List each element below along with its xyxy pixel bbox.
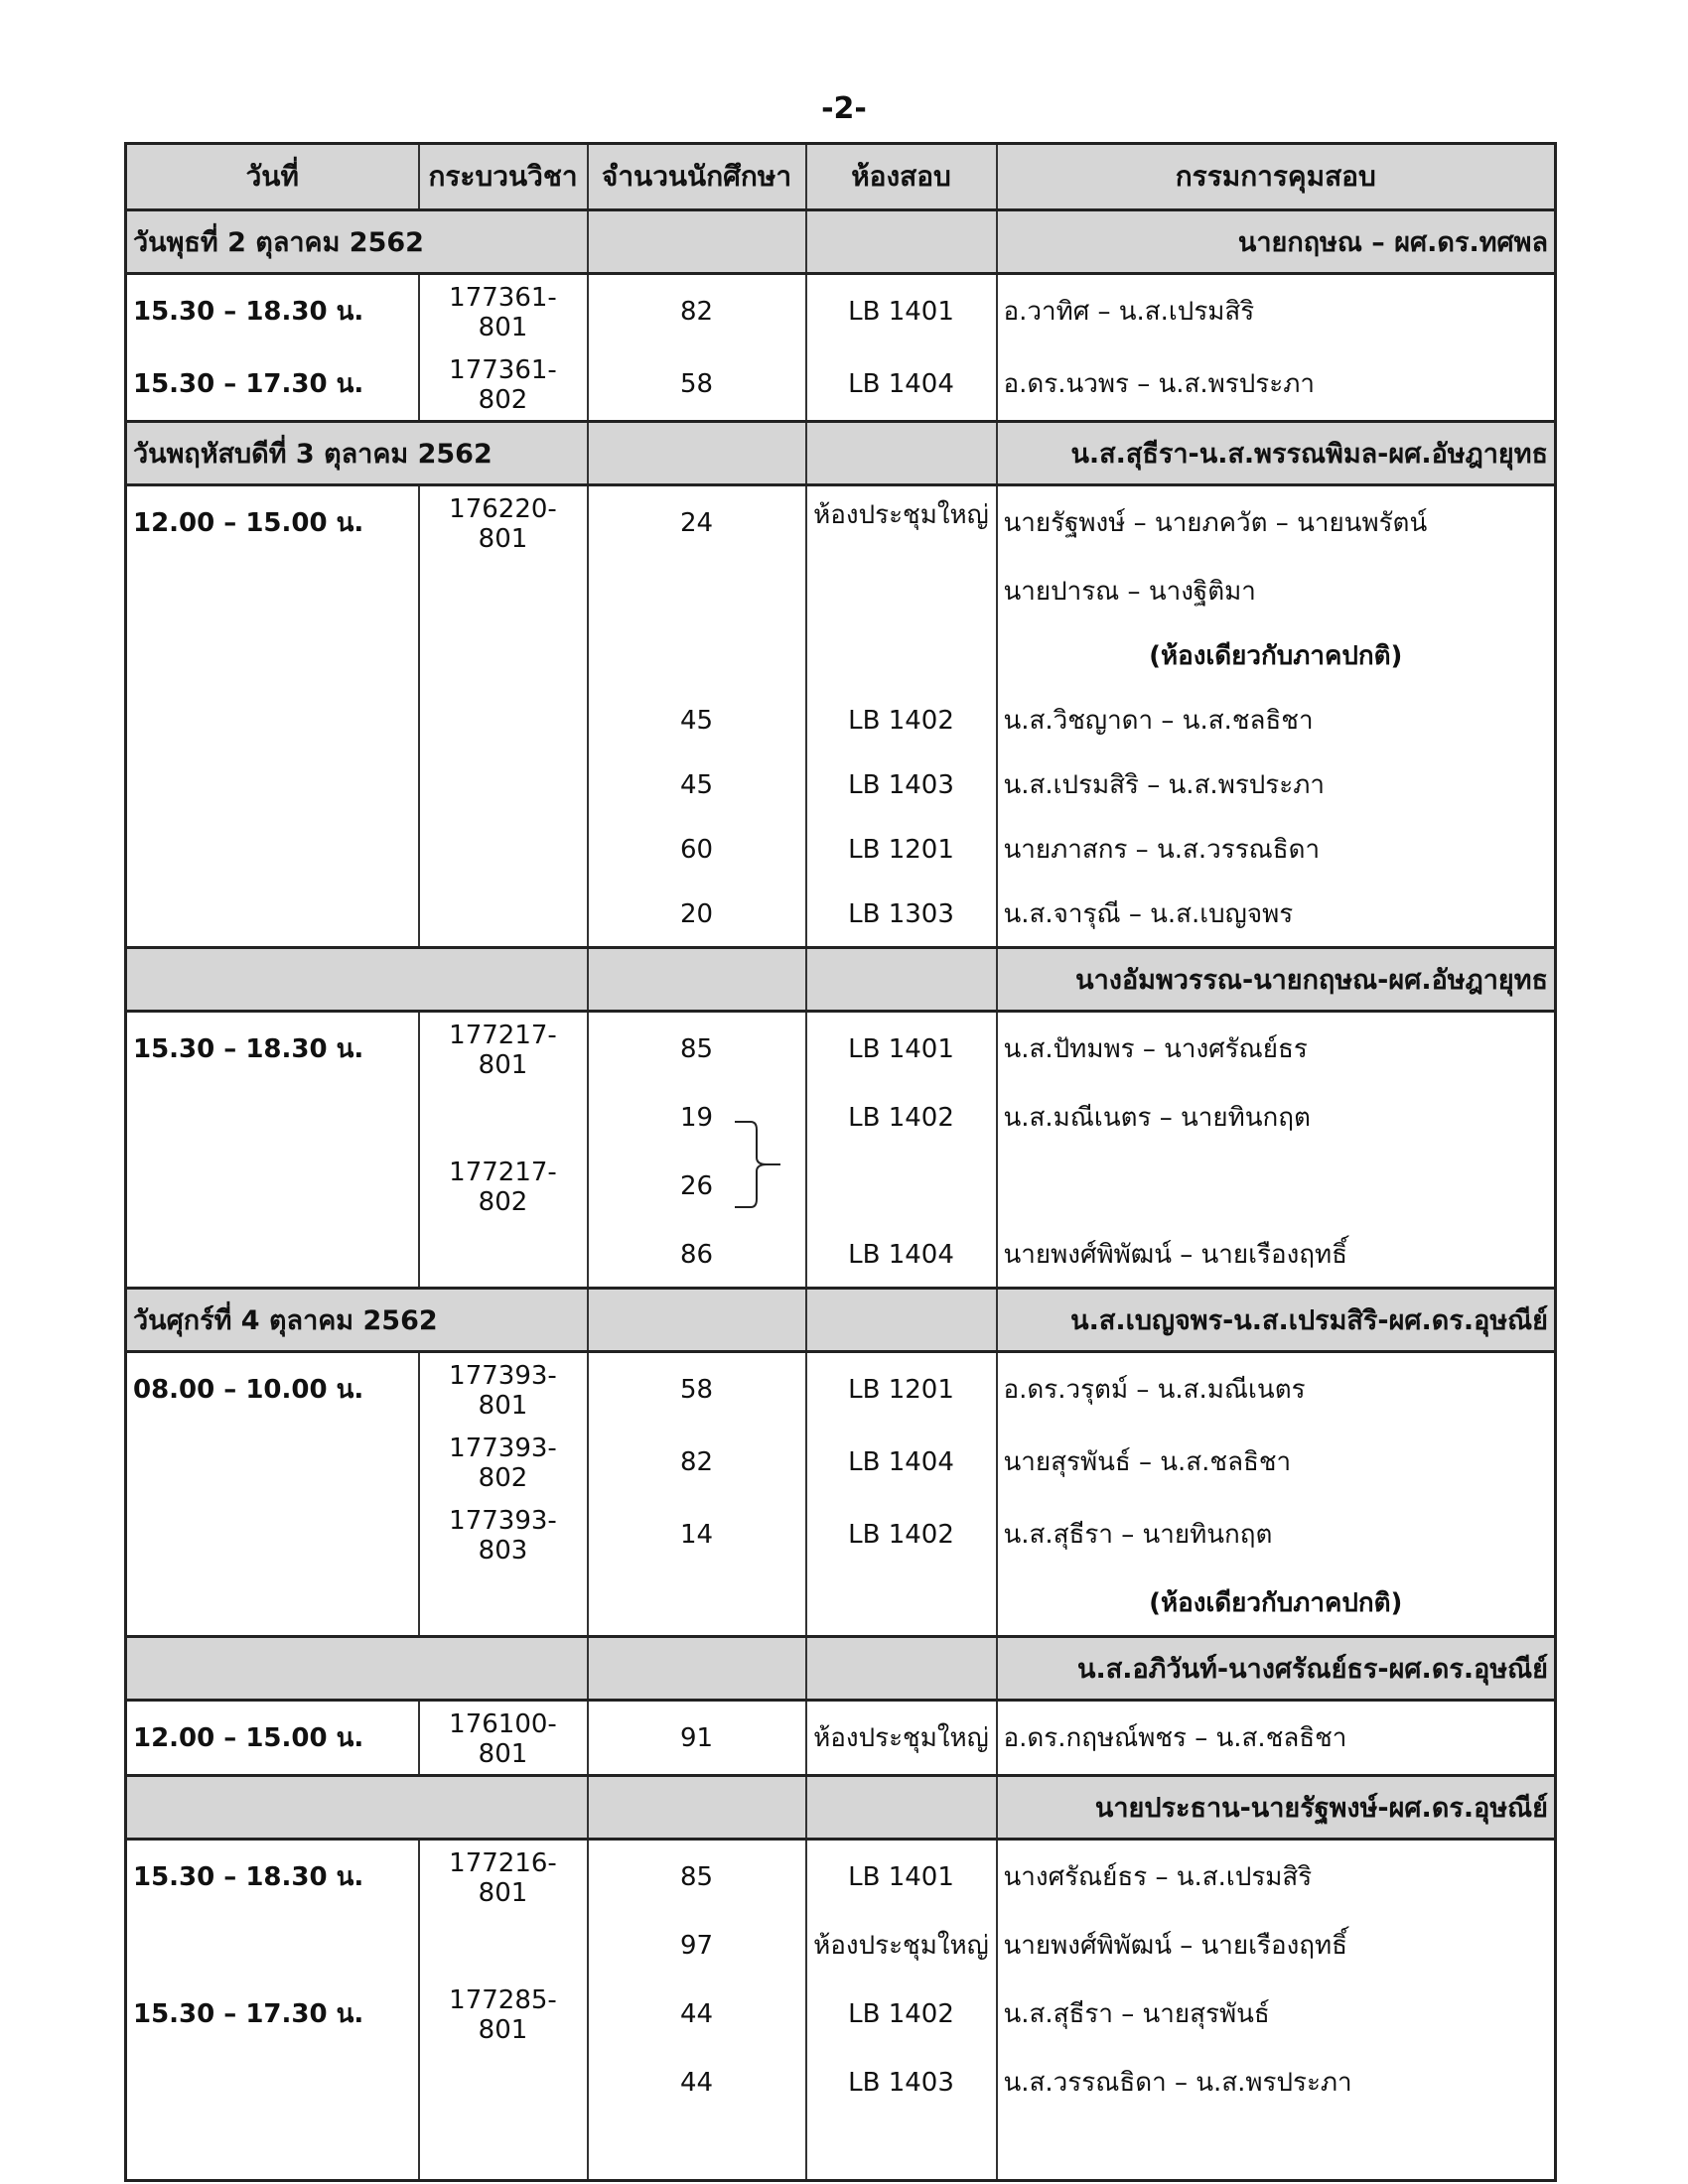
committee: น.ส.มณีเนตร – นายทินกฤต xyxy=(997,1085,1556,1150)
table-row xyxy=(126,882,1556,948)
committee: นายสุรพันธ์ – น.ส.ชลธิชา xyxy=(997,1426,1556,1498)
exam-time: 15.30 – 18.30 น. xyxy=(126,1840,419,1914)
course-code: 177285-801 xyxy=(419,1978,588,2050)
committee: นายพงศ์พิพัฒน์ – นายเรืองฤทธิ์ xyxy=(997,1222,1556,1289)
table-row xyxy=(126,1085,1556,1150)
exam-room: LB 1201 xyxy=(806,1352,997,1427)
table-row xyxy=(126,1222,1556,1289)
group-chief: นายกฤษณ – ผศ.ดร.ทศพล xyxy=(997,210,1556,274)
table-row xyxy=(126,1570,1556,1637)
student-count: 44 xyxy=(588,2050,806,2115)
header-date: วันที่ xyxy=(126,144,419,210)
committee: น.ส.สุธีรา – นายทินกฤต xyxy=(997,1498,1556,1570)
course-code: 177217-802 xyxy=(419,1150,588,1222)
committee: อ.ดร.นวพร – น.ส.พรประภา xyxy=(997,347,1556,422)
course-code: 177393-803 xyxy=(419,1498,588,1570)
exam-room: LB 1401 xyxy=(806,1012,997,1086)
header-exam-room: ห้องสอบ xyxy=(806,144,997,210)
course-code: 177361-802 xyxy=(419,347,588,422)
committee: นางศรัณย์ธร – น.ส.เปรมสิริ xyxy=(997,1840,1556,1914)
committee: น.ส.เปรมสิริ – น.ส.พรประภา xyxy=(997,752,1556,817)
exam-room: LB 1403 xyxy=(806,752,997,817)
student-count: 19 xyxy=(588,1085,806,1150)
course-code: 177393-801 xyxy=(419,1352,588,1427)
committee: นายรัฐพงษ์ – นายภควัต – นายนพรัตน์ xyxy=(997,485,1556,560)
exam-room: LB 1403 xyxy=(806,2050,997,2115)
table-row xyxy=(126,485,1556,560)
student-count: 58 xyxy=(588,347,806,422)
student-count: 82 xyxy=(588,1426,806,1498)
table-row xyxy=(126,817,1556,882)
student-count: 85 xyxy=(588,1840,806,1914)
exam-room: LB 1404 xyxy=(806,1222,997,1289)
course-code: 176100-801 xyxy=(419,1701,588,1776)
table-row xyxy=(126,1701,1556,1776)
exam-schedule-table xyxy=(124,142,1557,2182)
date-group-row xyxy=(126,1776,1556,1840)
date-group-row xyxy=(126,422,1556,485)
exam-room: LB 1201 xyxy=(806,817,997,882)
exam-room: LB 1401 xyxy=(806,274,997,348)
exam-room: LB 1401 xyxy=(806,1840,997,1914)
table-header-row xyxy=(126,144,1556,210)
exam-room: LB 1402 xyxy=(806,1085,997,1150)
student-count: 97 xyxy=(588,1913,806,1978)
table-row xyxy=(126,1012,1556,1086)
committee: อ.ดร.วรุตม์ – น.ส.มณีเนตร xyxy=(997,1352,1556,1427)
student-count: 82 xyxy=(588,274,806,348)
table-row xyxy=(126,1913,1556,1978)
date-group-row xyxy=(126,1637,1556,1701)
table-row xyxy=(126,2115,1556,2181)
exam-room: LB 1402 xyxy=(806,1978,997,2050)
group-date: วันศุกร์ที่ 4 ตุลาคม 2562 xyxy=(126,1289,588,1352)
exam-room: LB 1402 xyxy=(806,688,997,752)
student-count: 91 xyxy=(588,1701,806,1776)
exam-room: LB 1303 xyxy=(806,882,997,948)
committee: น.ส.ปัทมพร – นางศรัณย์ธร xyxy=(997,1012,1556,1086)
same-room-note: (ห้องเดียวกับภาคปกติ) xyxy=(997,1570,1556,1637)
committee: อ.ดร.กฤษณ์พชร – น.ส.ชลธิชา xyxy=(997,1701,1556,1776)
header-committee: กรรมการคุมสอบ xyxy=(997,144,1556,210)
course-code: 177216-801 xyxy=(419,1840,588,1914)
exam-room: LB 1404 xyxy=(806,1426,997,1498)
committee: น.ส.จารุณี – น.ส.เบญจพร xyxy=(997,882,1556,948)
group-chief: นางอัมพวรรณ-นายกฤษณ-ผศ.อัษฎายุทธ xyxy=(997,948,1556,1012)
table-row xyxy=(126,274,1556,348)
committee: นายภาสกร – น.ส.วรรณธิดา xyxy=(997,817,1556,882)
committee: นายพงศ์พิพัฒน์ – นายเรืองฤทธิ์ xyxy=(997,1913,1556,1978)
date-group-row xyxy=(126,948,1556,1012)
date-group-row xyxy=(126,1289,1556,1352)
committee: น.ส.สุธีรา – นายสุรพันธ์ xyxy=(997,1978,1556,2050)
grouping-brace-icon xyxy=(733,1120,782,1209)
student-count: 85 xyxy=(588,1012,806,1086)
exam-room: ห้องประชุมใหญ่ xyxy=(806,485,997,560)
exam-time: 12.00 – 15.00 น. xyxy=(126,485,419,560)
table-row xyxy=(126,347,1556,422)
exam-room: LB 1404 xyxy=(806,347,997,422)
table-row xyxy=(126,1352,1556,1427)
group-chief: น.ส.เบญจพร-น.ส.เปรมสิริ-ผศ.ดร.อุษณีย์ xyxy=(997,1289,1556,1352)
exam-room: LB 1402 xyxy=(806,1498,997,1570)
group-date: วันพุธที่ 2 ตุลาคม 2562 xyxy=(126,210,588,274)
table-row xyxy=(126,623,1556,688)
group-chief: น.ส.อภิวันท์-นางศรัณย์ธร-ผศ.ดร.อุษณีย์ xyxy=(997,1637,1556,1701)
table-row xyxy=(126,688,1556,752)
group-date: วันพฤหัสบดีที่ 3 ตุลาคม 2562 xyxy=(126,422,588,485)
exam-room: ห้องประชุมใหญ่ xyxy=(806,1701,997,1776)
exam-time: 12.00 – 15.00 น. xyxy=(126,1701,419,1776)
student-count: 45 xyxy=(588,752,806,817)
exam-room: ห้องประชุมใหญ่ xyxy=(806,1913,997,1978)
student-count: 60 xyxy=(588,817,806,882)
student-count: 26 xyxy=(679,1170,714,1201)
group-chief: นายประธาน-นายรัฐพงษ์-ผศ.ดร.อุษณีย์ xyxy=(997,1776,1556,1840)
course-code: 177217-801 xyxy=(419,1012,588,1086)
table-row xyxy=(126,1150,1556,1222)
page-number: -2- xyxy=(821,91,867,126)
table-row xyxy=(126,1498,1556,1570)
committee: น.ส.วิชญาดา – น.ส.ชลธิชา xyxy=(997,688,1556,752)
table-row xyxy=(126,559,1556,623)
committee: นายปารณ – นางฐิติมา xyxy=(997,559,1556,623)
table-row xyxy=(126,752,1556,817)
header-course: กระบวนวิชา xyxy=(419,144,588,210)
course-code: 176220-801 xyxy=(419,485,588,560)
exam-time: 15.30 – 17.30 น. xyxy=(126,1978,419,2050)
header-student-count: จำนวนนักศึกษา xyxy=(588,144,806,210)
course-code: 177361-801 xyxy=(419,274,588,348)
exam-time: 15.30 – 18.30 น. xyxy=(126,1012,419,1086)
table-row xyxy=(126,1840,1556,1914)
exam-time: 15.30 – 17.30 น. xyxy=(126,347,419,422)
table-row xyxy=(126,1978,1556,2050)
student-count: 14 xyxy=(588,1498,806,1570)
group-chief: น.ส.สุธีรา-น.ส.พรรณพิมล-ผศ.อัษฎายุทธ xyxy=(997,422,1556,485)
date-group-row xyxy=(126,210,1556,274)
student-count: 44 xyxy=(588,1978,806,2050)
table-row xyxy=(126,1426,1556,1498)
same-room-note: (ห้องเดียวกับภาคปกติ) xyxy=(997,623,1556,688)
exam-time: 15.30 – 18.30 น. xyxy=(126,274,419,348)
student-count: 58 xyxy=(588,1352,806,1427)
student-count: 20 xyxy=(588,882,806,948)
exam-time: 08.00 – 10.00 น. xyxy=(126,1352,419,1427)
table-row xyxy=(126,2050,1556,2115)
student-count: 45 xyxy=(588,688,806,752)
committee: น.ส.วรรณธิดา – น.ส.พรประภา xyxy=(997,2050,1556,2115)
course-code: 177393-802 xyxy=(419,1426,588,1498)
student-count: 24 xyxy=(588,485,806,560)
student-count: 86 xyxy=(588,1222,806,1289)
committee: อ.วาทิศ – น.ส.เปรมสิริ xyxy=(997,274,1556,348)
